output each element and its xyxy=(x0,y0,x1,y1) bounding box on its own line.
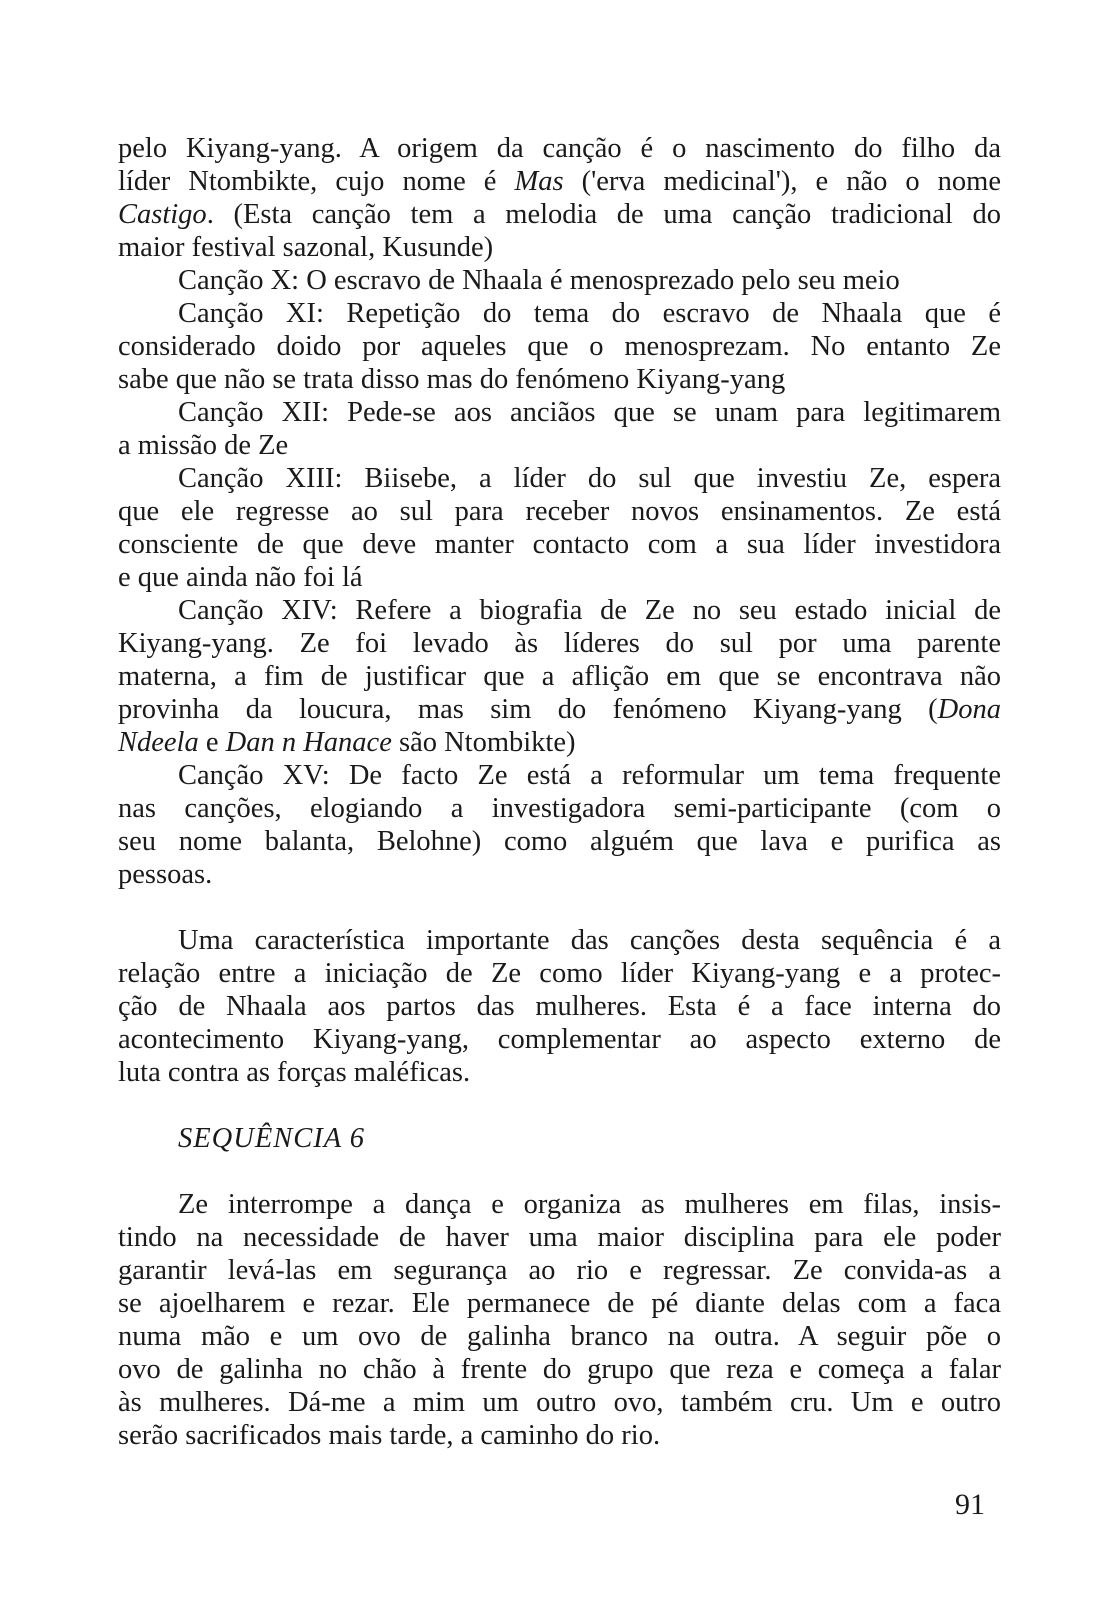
paragraph xyxy=(118,924,1001,1089)
paragraph-spacer xyxy=(118,891,1001,924)
text-line: luta contra as forças maléficas. xyxy=(118,1057,471,1088)
text-span: líder Ntombikte, cujo nome é xyxy=(118,166,515,197)
text-line: acontecimento Kiyang-yang, complementar ao aspecto externo de xyxy=(118,1024,1001,1055)
paragraph xyxy=(118,759,1001,891)
text-line: e que ainda não foi lá xyxy=(118,562,363,593)
text-line: a missão de Ze xyxy=(118,430,289,461)
text-line: considerado doido por aqueles que o menosprezam. No entanto Ze xyxy=(118,331,1001,362)
text-line: Canção XIV: Refere a biografia de Ze no seu estado inicial de xyxy=(178,595,1001,626)
text-span: e xyxy=(198,727,226,758)
text-line xyxy=(118,726,1001,759)
text-line: materna, a fim de justificar que a aflição em que se encontrava não xyxy=(118,661,1001,692)
text-line: Kiyang-yang. Ze foi levado às líderes do sul por uma parente xyxy=(118,628,1001,659)
text-line: Canção X: O escravo de Nhaala é menosprezado pelo seu meio xyxy=(178,265,900,296)
italic-term: Mas xyxy=(514,166,564,197)
paragraph-spacer xyxy=(118,1089,1001,1122)
text-line: pessoas. xyxy=(118,859,213,890)
paragraph xyxy=(118,297,1001,396)
text-line: sabe que não se trata disso mas do fenómeno Kiyang-yang xyxy=(118,364,786,395)
text-line xyxy=(118,198,1001,231)
text-line: Ze interrompe a dança e organiza as mulheres em filas, insis- xyxy=(178,1189,1001,1220)
text-line: serão sacrificados mais tarde, a caminho do rio. xyxy=(118,1420,661,1451)
text-line: se ajoelharem e rezar. Ele permanece de pé diante delas com a faca xyxy=(118,1288,1001,1319)
text-line: nas canções, elogiando a investigadora semi-participante (com o xyxy=(118,793,1001,824)
paragraph xyxy=(118,1188,1001,1452)
text-span: são Ntombikte) xyxy=(391,727,576,758)
text-line: ção de Nhaala aos partos das mulheres. Esta é a face interna do xyxy=(118,991,1001,1022)
text-line: garantir levá-las em segurança ao rio e regressar. Ze convida-as a xyxy=(118,1255,1001,1286)
text-line: Canção XV: De facto Ze está a reformular um tema frequente xyxy=(178,760,1001,791)
page-number: 91 xyxy=(955,1488,985,1521)
italic-term: Dan n Hanace xyxy=(225,727,392,758)
paragraph xyxy=(118,396,1001,462)
text-line: às mulheres. Dá-me a mim um outro ovo, também cru. Um e outro xyxy=(118,1387,1001,1418)
text-line: numa mão e um ovo de galinha branco na outra. A seguir põe o xyxy=(118,1321,1001,1352)
paragraph xyxy=(118,594,1001,759)
italic-term: Ndeela xyxy=(118,727,199,758)
italic-term: Dona xyxy=(937,694,1001,725)
paragraph xyxy=(118,264,1001,297)
text-line xyxy=(118,693,1001,726)
text-line: Canção XI: Repetição do tema do escravo de Nhaala que é xyxy=(178,298,1001,329)
text-line: consciente de que deve manter contacto com a sua líder investidora xyxy=(118,529,1001,560)
text-line xyxy=(118,165,1001,198)
italic-term: Castigo xyxy=(118,199,207,230)
text-span: . (Esta canção tem a melodia de uma canção tradicional do xyxy=(206,199,1001,230)
text-line: que ele regresse ao sul para receber novos ensinamentos. Ze está xyxy=(118,496,1001,527)
text-line: relação entre a iniciação de Ze como líder Kiyang-yang e a protec- xyxy=(118,958,1001,989)
text-line: tindo na necessidade de haver uma maior disciplina para ele poder xyxy=(118,1222,1001,1253)
text-line: pelo Kiyang-yang. A origem da canção é o nascimento do filho da xyxy=(118,133,1001,164)
text-span: provinha da loucura, mas sim do fenómeno Kiyang-yang ( xyxy=(118,694,938,725)
text-line: maior festival sazonal, Kusunde) xyxy=(118,232,494,263)
paragraph xyxy=(118,462,1001,594)
paragraph xyxy=(118,132,1001,264)
paragraph-spacer xyxy=(118,1155,1001,1188)
text-span: ('erva medicinal'), e não o nome xyxy=(563,166,1001,197)
text-line: Canção XIII: Biisebe, a líder do sul que investiu Ze, espera xyxy=(178,463,1001,494)
text-line: seu nome balanta, Belohne) como alguém que lava e purifica as xyxy=(118,826,1001,857)
page-body xyxy=(118,132,1001,1452)
text-line: Canção XII: Pede-se aos anciãos que se unam para legitimarem xyxy=(178,397,1001,428)
text-line: Uma característica importante das canções desta sequência é a xyxy=(178,925,1001,956)
section-heading: SEQUÊNCIA 6 xyxy=(178,1123,366,1154)
text-line: ovo de galinha no chão à frente do grupo que reza e começa a falar xyxy=(118,1354,1001,1385)
